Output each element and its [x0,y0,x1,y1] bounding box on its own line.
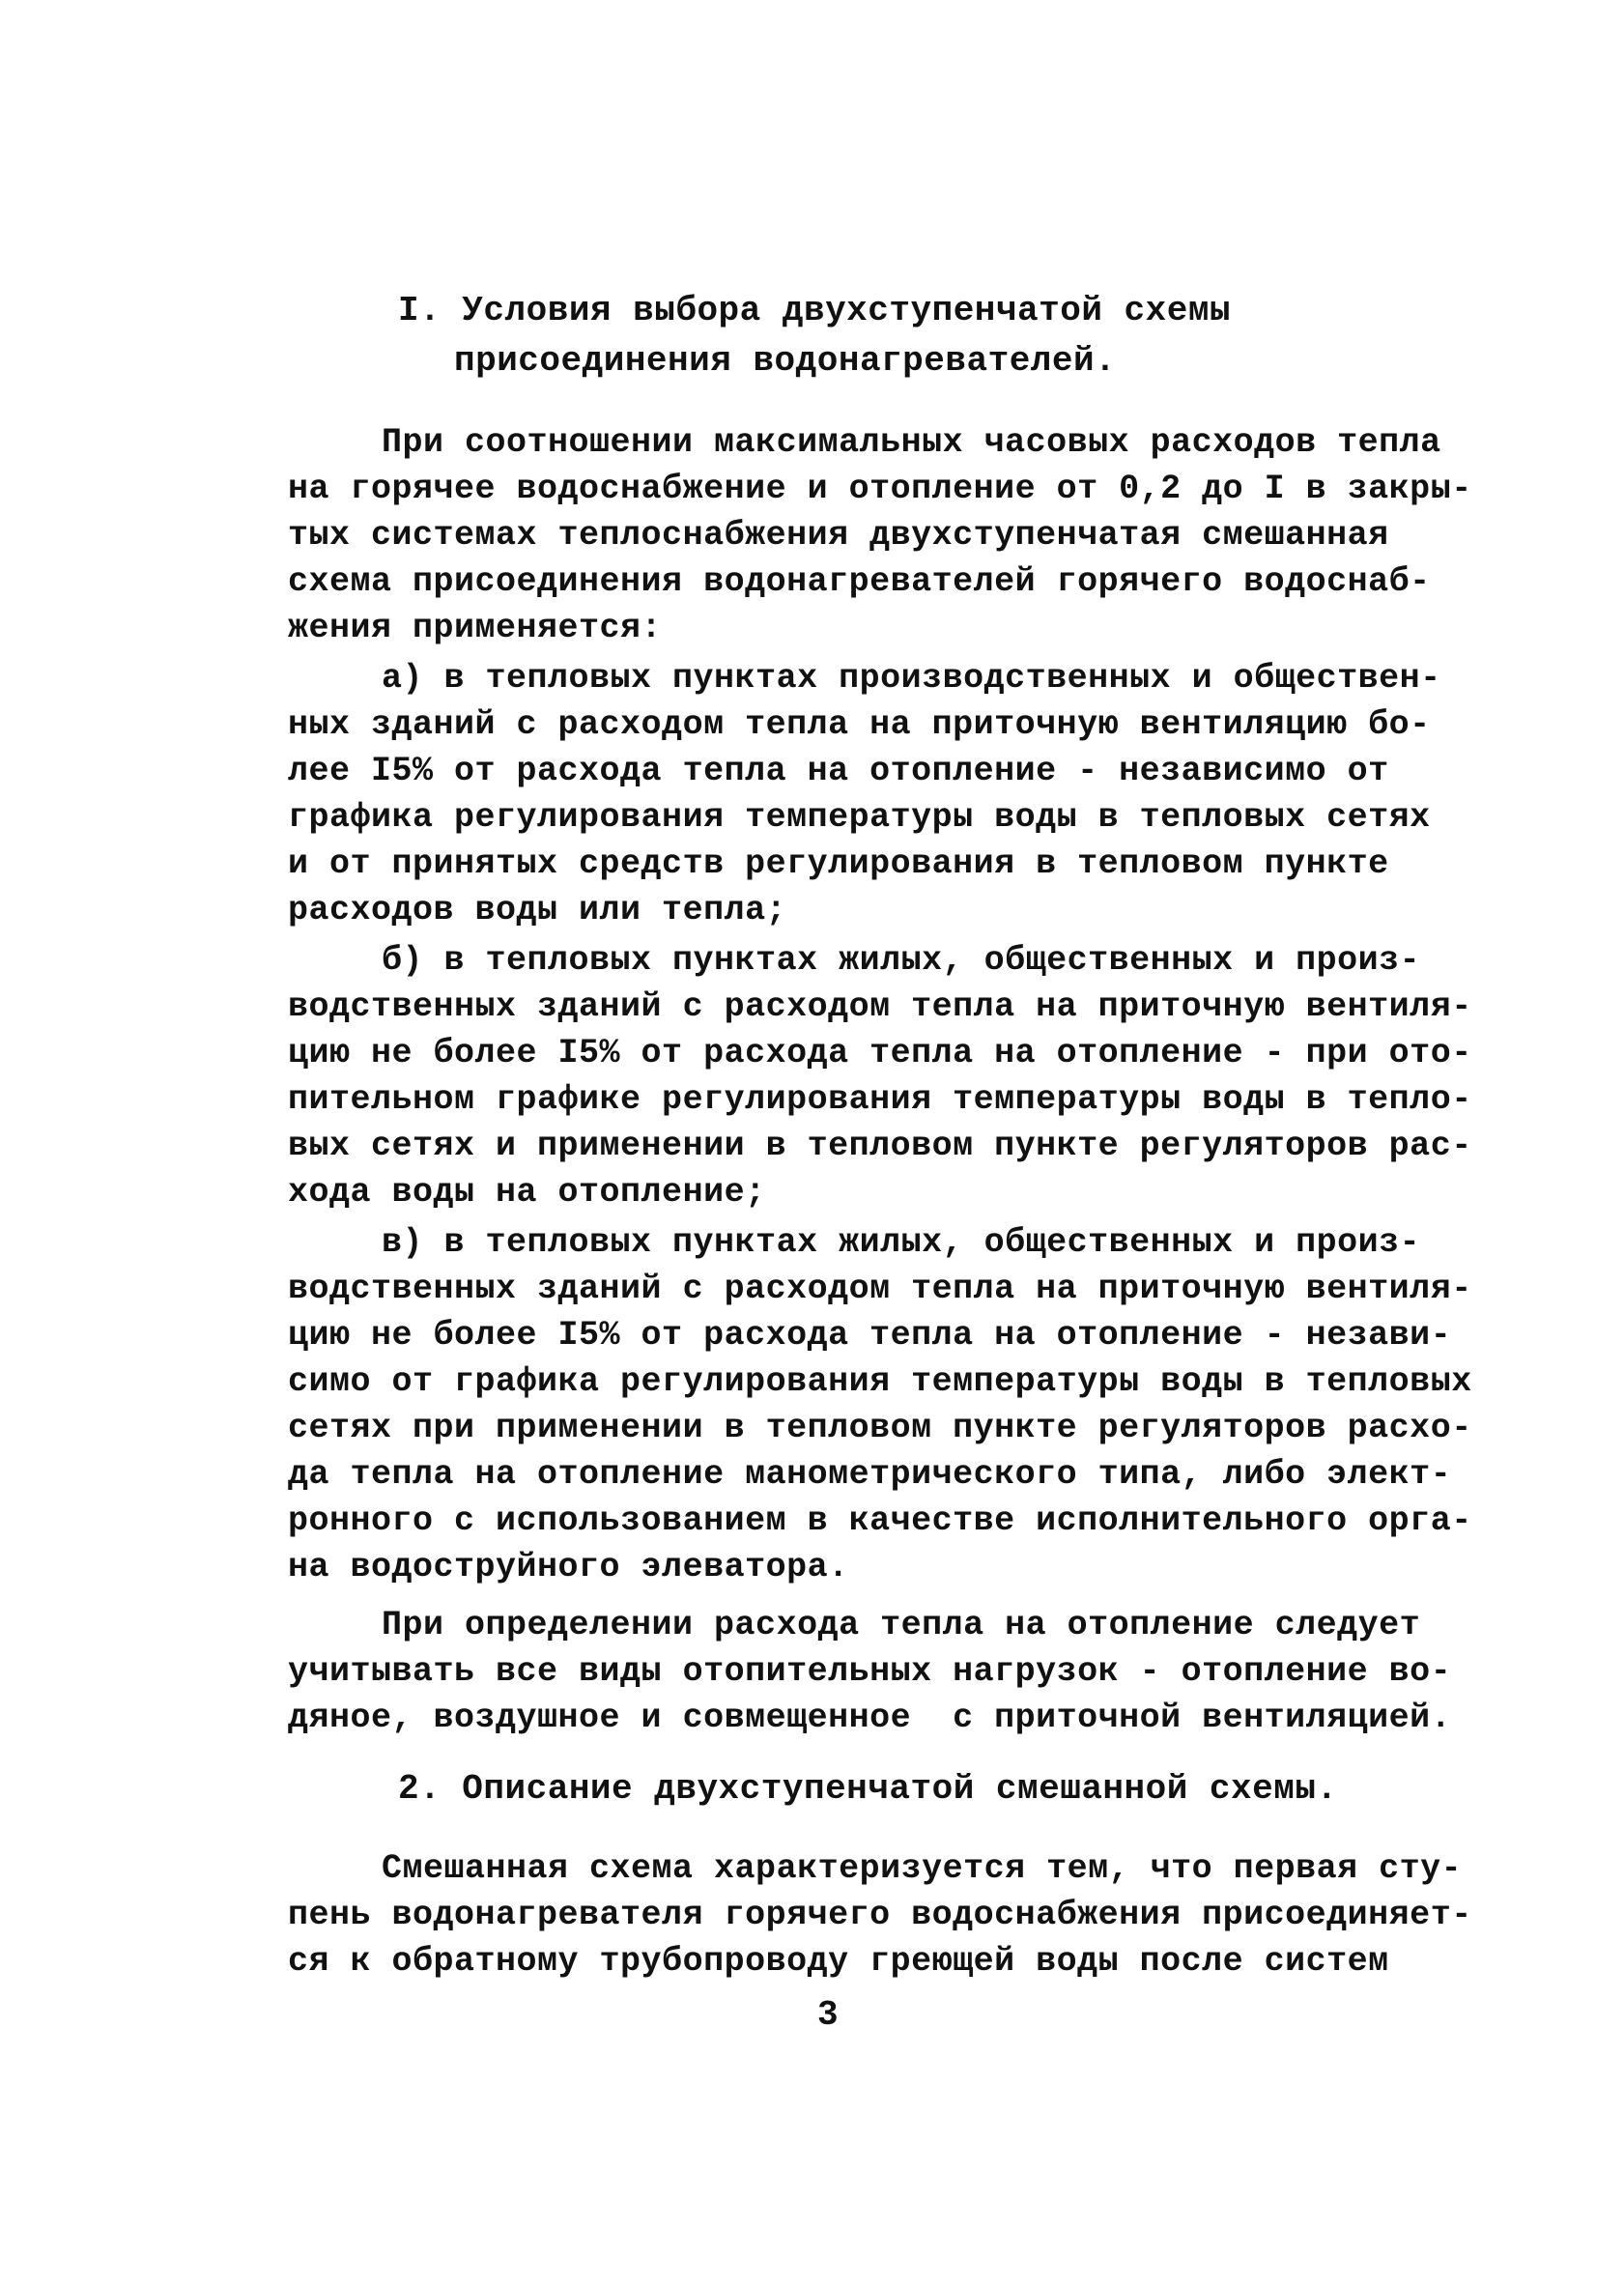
item-a-line-1: а) в тепловых пунктах производственных и обществен- [382,659,1441,698]
item-c-line-3: цию не более I5% от расхода тепла на отопление - незави- [288,1316,1452,1355]
section-1-heading-line-2: присоединения водонагревателей. [454,341,1117,381]
note-line-1: При определении расхода тепла на отопление следует [382,1606,1421,1644]
section-2-heading: 2. Описание двухступенчатой смешанной схемы. [398,1769,1338,1809]
note-line-3: дяное, воздушное и совмещенное с приточной вентиляцией. [288,1699,1452,1737]
intro-line-5: жения применяется: [288,609,663,647]
note-line-2: учитывать все виды отопительных нагрузок - отопление во- [288,1652,1452,1691]
intro-line-4: схема присоединения водонагревателей горячего водоснаб- [288,562,1431,601]
item-a-line-4: графика регулирования температуры воды в тепловых сетях [288,798,1431,837]
intro-line-3: тых системах теплоснабжения двухступенчатая смешанная [288,516,1389,555]
item-b-line-2: водственных зданий с расходом тепла на приточную вентиля- [288,987,1472,1026]
item-c-line-6: да тепла на отопление манометрического типа, либо элект- [288,1455,1452,1494]
item-b-line-3: цию не более I5% от расхода тепла на отопление - при ото- [288,1034,1472,1072]
item-c-line-1: в) в тепловых пунктах жилых, общественных и произ- [382,1223,1421,1262]
item-b-line-5: вых сетях и применении в тепловом пункте регуляторов рас- [288,1127,1472,1165]
item-a-line-6: расходов воды или тепла; [288,891,787,929]
item-b-line-4: пительном графике регулирования температуры воды в тепло- [288,1080,1472,1119]
item-a-line-2: ных зданий с расходом тепла на приточную вентиляцию бо- [288,705,1431,744]
item-c-line-7: ронного с использованием в качестве исполнительного орга- [288,1501,1472,1540]
section-2-line-3: ся к обратному трубопроводу греющей воды после систем [288,1942,1389,1981]
item-c-line-5: сетях при применении в тепловом пункте регуляторов расхо- [288,1409,1472,1447]
section-2-line-1: Смешанная схема характеризуется тем, что первая сту- [382,1849,1463,1888]
item-a-line-3: лее I5% от расхода тепла на отопление - независимо от [288,752,1389,790]
intro-line-1: При соотношении максимальных часовых расходов тепла [382,423,1441,462]
item-c-line-8: на водоструйного элеватора. [288,1548,849,1586]
item-a-line-5: и от принятых средств регулирования в тепловом пункте [288,844,1389,883]
intro-line-2: на горячее водоснабжение и отопление от 0,2 до I в закры- [288,470,1472,508]
section-1-heading-line-1: I. Условия выбора двухступенчатой схемы [398,291,1232,330]
item-b-line-6: хода воды на отопление; [288,1173,766,1212]
item-c-line-2: водственных зданий с расходом тепла на приточную вентиля- [288,1270,1472,1308]
page-number: 3 [817,1995,839,2035]
section-2-line-2: пень водонагревателя горячего водоснабжения присоединяет- [288,1896,1472,1934]
item-c-line-4: симо от графика регулирования температуры воды в тепловых [288,1362,1472,1401]
item-b-line-1: б) в тепловых пунктах жилых, общественных и произ- [382,941,1421,980]
